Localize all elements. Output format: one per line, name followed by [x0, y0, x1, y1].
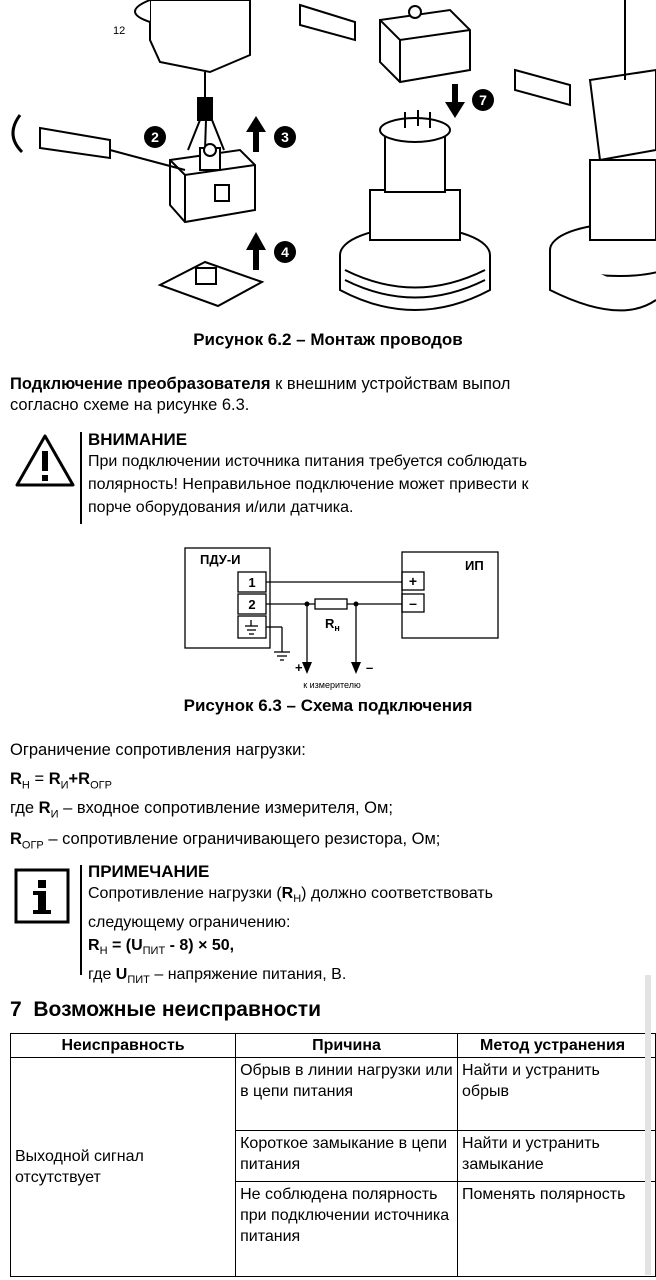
warning-divider [80, 432, 82, 524]
section-heading: 7 Возможные неисправности [10, 998, 321, 1021]
callout-2: 2 [151, 129, 159, 145]
warning-line: полярность! Неправильное подключение может привести к [88, 476, 529, 493]
load-heading: Ограничение сопротивления нагрузки: [10, 741, 306, 759]
warning-title: ВНИМАНИЕ [88, 430, 188, 449]
callout-4: 4 [281, 244, 289, 260]
connection-diagram [0, 540, 656, 695]
table-header: Неисправность [11, 1034, 236, 1058]
terminal-2-label: 2 [248, 597, 256, 612]
cause-cell: Обрыв в линии нагрузки или в цепи питания [236, 1058, 458, 1131]
note-line: следующему ограничению: [88, 914, 291, 932]
plus-label: + [408, 573, 418, 589]
warning-triangle-icon [14, 433, 76, 489]
minus-label: – [409, 595, 417, 611]
note-line: где $U_{ПИТ}$ – напряжение питания, В. [88, 966, 347, 987]
fault-cell: Выходной сигнал отсутствует [11, 1058, 236, 1277]
note-title: ПРИМЕЧАНИЕ [88, 862, 210, 881]
load-formula: $R_Н = R_И+R_{ОГР}$ [10, 770, 112, 792]
resistor-label: $R_н$ [325, 616, 340, 633]
callout-7: 7 [479, 92, 487, 108]
note-formula: $R_Н = (U_{ПИТ} - 8) \times 50$, [88, 937, 235, 958]
callout-3: 3 [281, 129, 289, 145]
figure-6-3-caption: Рисунок 6.3 – Схема подключения [183, 696, 473, 715]
table-header: Причина [236, 1034, 458, 1058]
fault-table [10, 1033, 656, 1277]
meter-minus-label: – [366, 660, 374, 675]
meter-plus-label: + [295, 660, 303, 675]
warning-line: порче оборудования и/или датчика. [88, 499, 354, 516]
connection-paragraph: Подключение преобразователя к внешним устройствам выпол согласно схеме на рисунке 6.3. [10, 375, 511, 414]
load-where-1: где $R_И$ – входное сопротивление измерителя, Ом; [10, 799, 393, 821]
warning-block [88, 430, 656, 519]
device-label-left: ПДУ-И [200, 552, 241, 567]
method-cell: Поменять полярность [458, 1182, 656, 1277]
warning-line: При подключении источника питания требуется соблюдать [88, 453, 528, 470]
table-row [11, 1058, 656, 1131]
method-cell: Найти и устранить замыкание [458, 1131, 656, 1182]
info-icon [14, 868, 70, 924]
figure-6-2-caption: Рисунок 6.2 – Монтаж проводов [193, 330, 463, 349]
wire-mounting-illustration [0, 0, 656, 330]
note-block [88, 862, 648, 993]
terminal-1-label: 1 [248, 575, 256, 590]
load-where-2: $R_{ОГР}$ – сопротивление ограничивающего резистора, Ом; [10, 830, 441, 852]
device-label-right: ИП [465, 558, 484, 573]
table-header-row [11, 1034, 656, 1058]
scrollbar[interactable] [645, 975, 651, 1275]
cause-cell: Короткое замыкание в цепи питания [236, 1131, 458, 1182]
meter-label: к измерителю [303, 680, 361, 690]
note-divider [80, 865, 82, 975]
method-cell: Найти и устранить обрыв [458, 1058, 656, 1131]
connection-bold: Подключение преобразователя [10, 375, 271, 393]
part-label: 12 [113, 25, 126, 37]
cause-cell: Не соблюдена полярность при подключении источника питания [236, 1182, 458, 1277]
table-header: Метод устранения [458, 1034, 656, 1058]
note-line: Сопротивление нагрузки $(R_Н)$ должно соответствовать [88, 885, 493, 906]
